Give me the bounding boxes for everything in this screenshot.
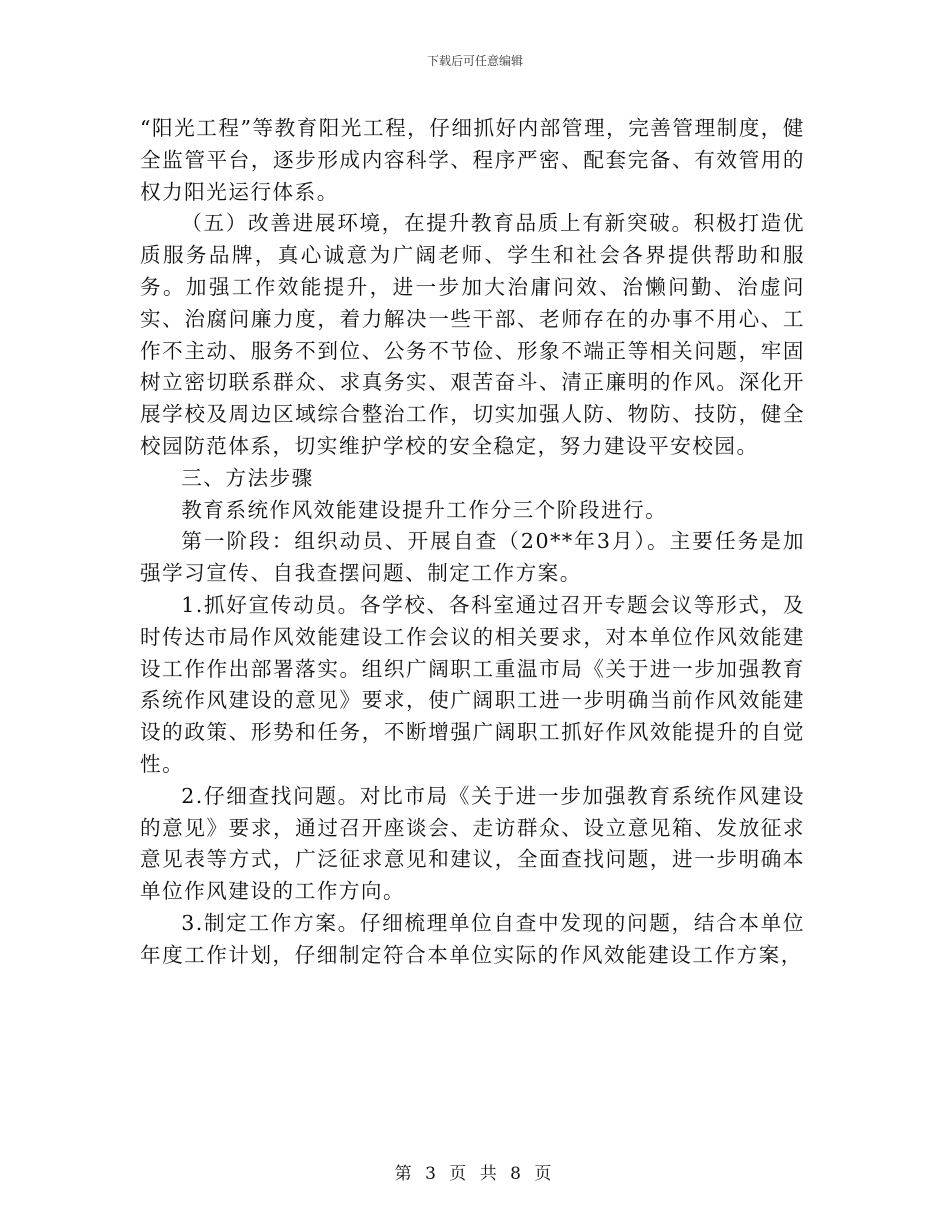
- document-body: [140, 113, 805, 972]
- page-footer: 第 3 页 共 8 页: [394, 1164, 556, 1184]
- paragraph-item-2: 2.仔细查找问题。对比市局《关于进一步加强教育系统作风建设的意见》要求，通过召开座谈会、走访群众、设立意见箱、发放征求意见表等方式，广泛征求意见和建议，全面查找问题，进一步明确本单位作风建设的工作方向。: [140, 783, 805, 904]
- paragraph-section-five: （五）改善进展环境，在提升教育品质上有新突破。积极打造优质服务品牌，真心诚意为广阔老师、学生和社会各界提供帮助和服务。加强工作效能提升，进一步加大治庸问效、治懒问勤、治虚问实、治腐问廉力度，着力解决一些干部、老师存在的办事不用心、工作不主动、服务不到位、公务不节俭、形象不端正等相关问题，牢固树立密切联系群众、求真务实、艰苦奋斗、清正廉明的作风。深化开展学校及周边区域综合整治工作，切实加强人防、物防、技防，健全校园防范体系，切实维护学校的安全稳定，努力建设平安校园。: [140, 211, 805, 458]
- paragraph-item-3: 3.制定工作方案。仔细梳理单位自查中发现的问题，结合本单位年度工作计划，仔细制定符合本单位实际的作风效能建设工作方案，: [140, 910, 805, 967]
- heading-methods-steps: 三、方法步骤: [181, 465, 314, 490]
- page-header: 下载后可任意编辑: [426, 54, 523, 68]
- paragraph-item-1: 1.抓好宣传动员。各学校、各科室通过召开专题会议等形式，及时传达市局作风效能建设工作会议的相关要求，对本单位作风效能建设工作作出部署落实。组织广阔职工重温市局《关于进一步加强教育系统作风建设的意见》要求，使广阔职工进一步明确当前作风效能建设的政策、形势和任务，不断增强广阔职工抓好作风效能提升的自觉性。: [140, 592, 805, 776]
- paragraph-three-stages: 教育系统作风效能建设提升工作分三个阶段进行。: [181, 497, 668, 522]
- paragraph-stage-one: 第一阶段：组织动员、开展自查（20**年3月）。主要任务是加强学习宣传、自我查摆问题、制定工作方案。: [140, 529, 805, 586]
- paragraph-continuation: “阳光工程”等教育阳光工程，仔细抓好内部管理，完善管理制度，健全监管平台，逐步形成内容科学、程序严密、配套完备、有效管用的权力阳光运行体系。: [140, 116, 805, 204]
